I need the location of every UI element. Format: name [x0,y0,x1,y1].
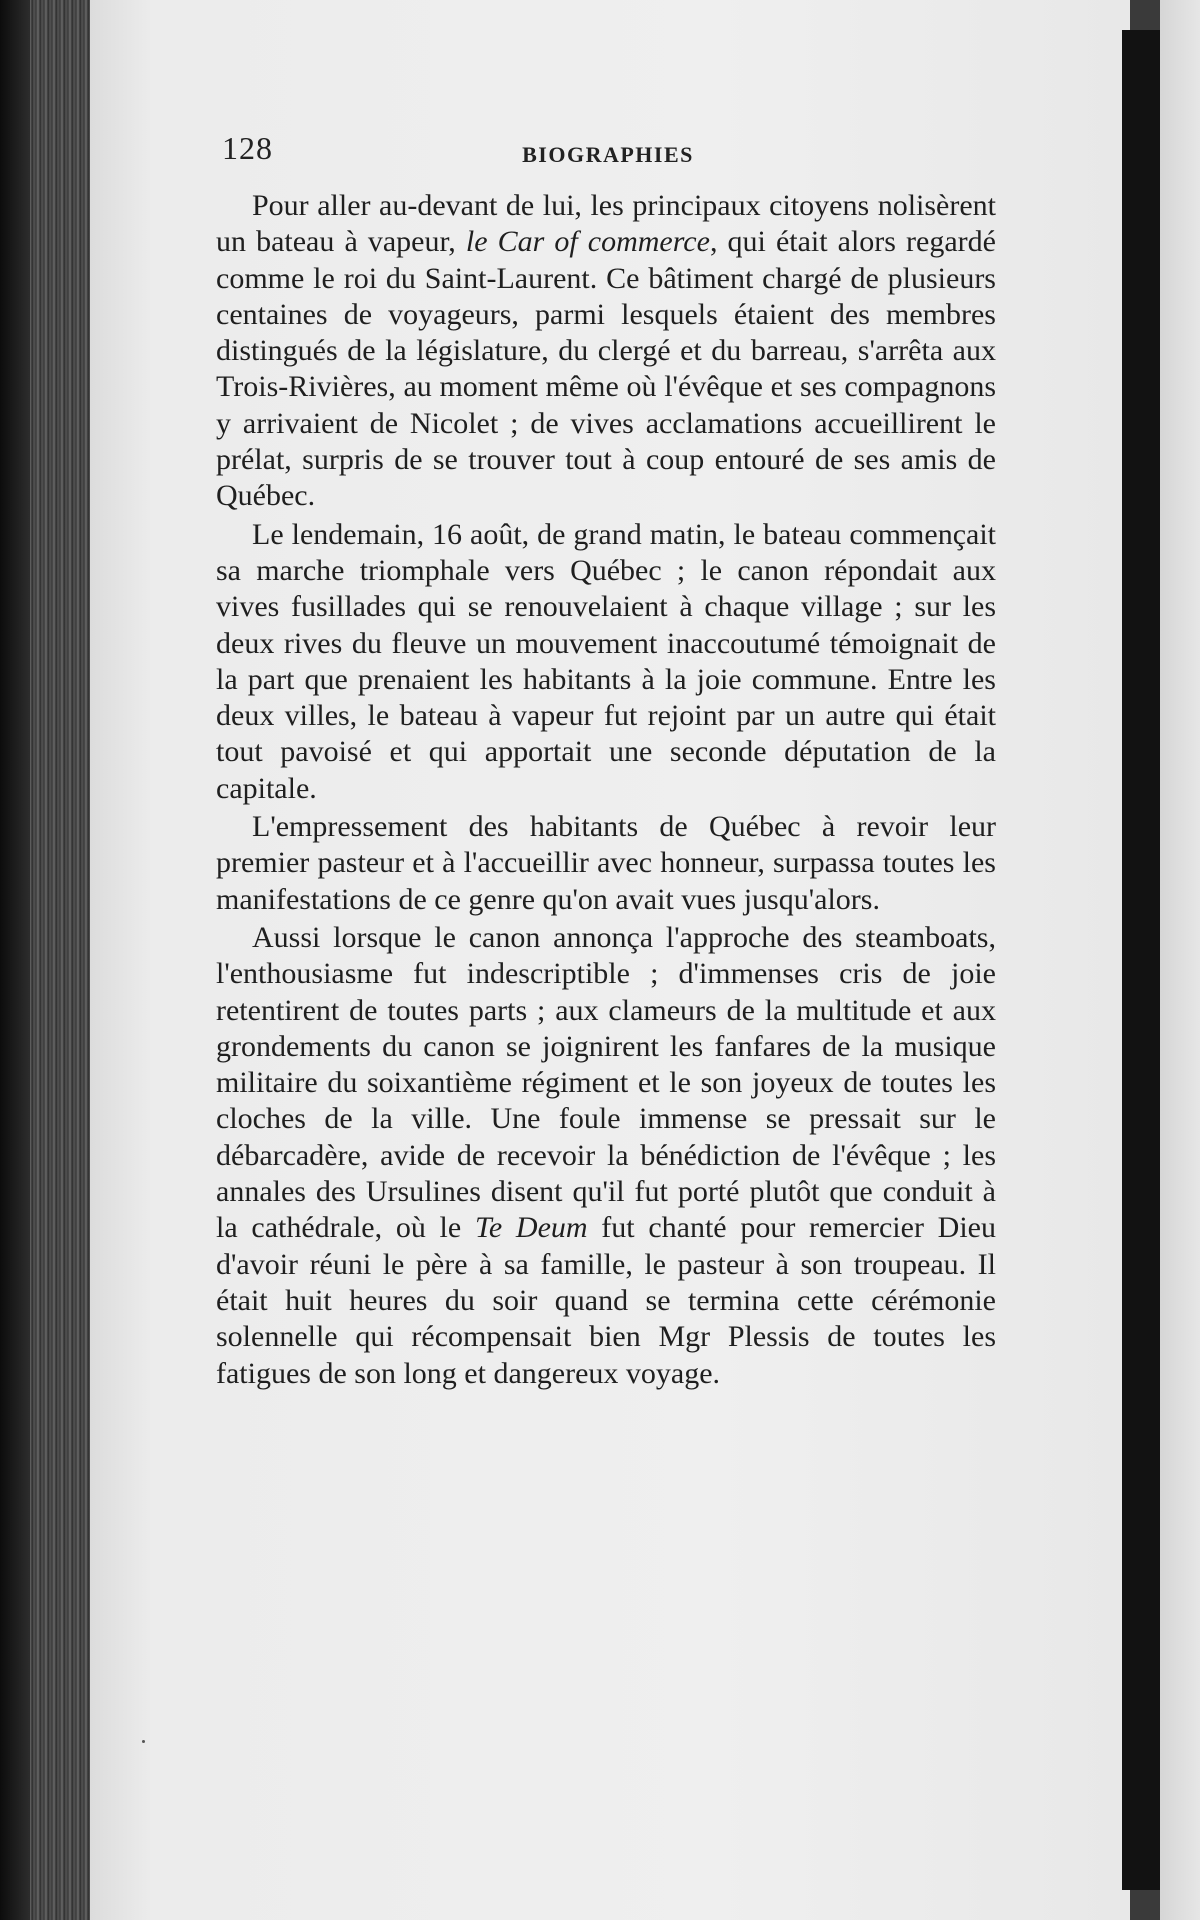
running-head: BIOGRAPHIES [522,142,694,167]
italic-text: le Car of commerce [465,225,710,259]
text-run: fut chanté pour remercier Dieu d'avoir réuni le père à sa famille, le pasteur à son troupeau. Il était huit heures du soir quand se termina cette cérémonie solennelle qui récompensait bien Mgr Plessis de toutes les fatigues de son long et dangereux voyage. [216,1211,996,1390]
text-run: L'empressement des habitants de Québec à revoir leur premier pasteur et à l'accueillir avec honneur, surpassa toutes les manifestations de ce genre qu'on avait vues jusqu'alors. [216,810,996,916]
facing-page-edge [1160,0,1200,1920]
book-spine-shadow [0,0,30,1920]
paper-speck [142,1740,145,1743]
text-run: Le lendemain, 16 août, de grand matin, le bateau commençait sa marche triomphale vers Québec ; le canon répondait aux vives fusillades qui se renouvelaient à chaque village ; sur les deux rives du fleuve un mouvement inaccoutumé témoignait de la part que prenaient les habitants à la joie commune. Entre les deux villes, le bateau à vapeur fut rejoint par un autre qui était tout pavoisé et qui apportait une seconde députation de la capitale. [216,517,996,805]
paragraph [216,517,996,807]
text-run: Pour aller au-devant de lui, les principaux citoyens nolisèrent un bateau à vapeur, [216,189,996,259]
text-run: Aussi lorsque le canon annonça l'approche des steamboats, l'enthousiasme fut indescriptible ; d'immenses cris de joie retentirent de toutes parts ; aux clameurs de la multitude et aux grondements du canon se joignirent les fanfares de la musique militaire du soixantième régiment et le son joyeux de toutes les cloches de la ville. Une foule immense se pressait sur le débarcadère, avide de recevoir la bénédiction de l'évêque ; les annales des Ursulines disent qu'il fut porté plutôt que conduit à la cathédrale, où le [216,920,996,1245]
page-number: 128 [222,130,273,166]
binding-gutter [1122,30,1162,1890]
paragraph [216,920,996,1392]
italic-text: Te Deum [474,1211,588,1245]
page-header [222,130,994,176]
paragraph [216,188,996,515]
body-text [216,188,996,1392]
paragraph [216,809,996,918]
text-run: , qui était alors regardé comme le roi du Saint-Laurent. Ce bâtiment chargé de plusieurs centaines de voyageurs, parmi lesquels étaient des membres distingués de la législature, du clergé et du barreau, s'arrêta aux Trois-Rivières, au moment même où l'évêque et ses compagnons y arrivaient de Nicolet ; de vives acclamations accueillirent le prélat, surpris de se trouver tout à coup entouré de ses amis de Québec. [216,225,996,513]
